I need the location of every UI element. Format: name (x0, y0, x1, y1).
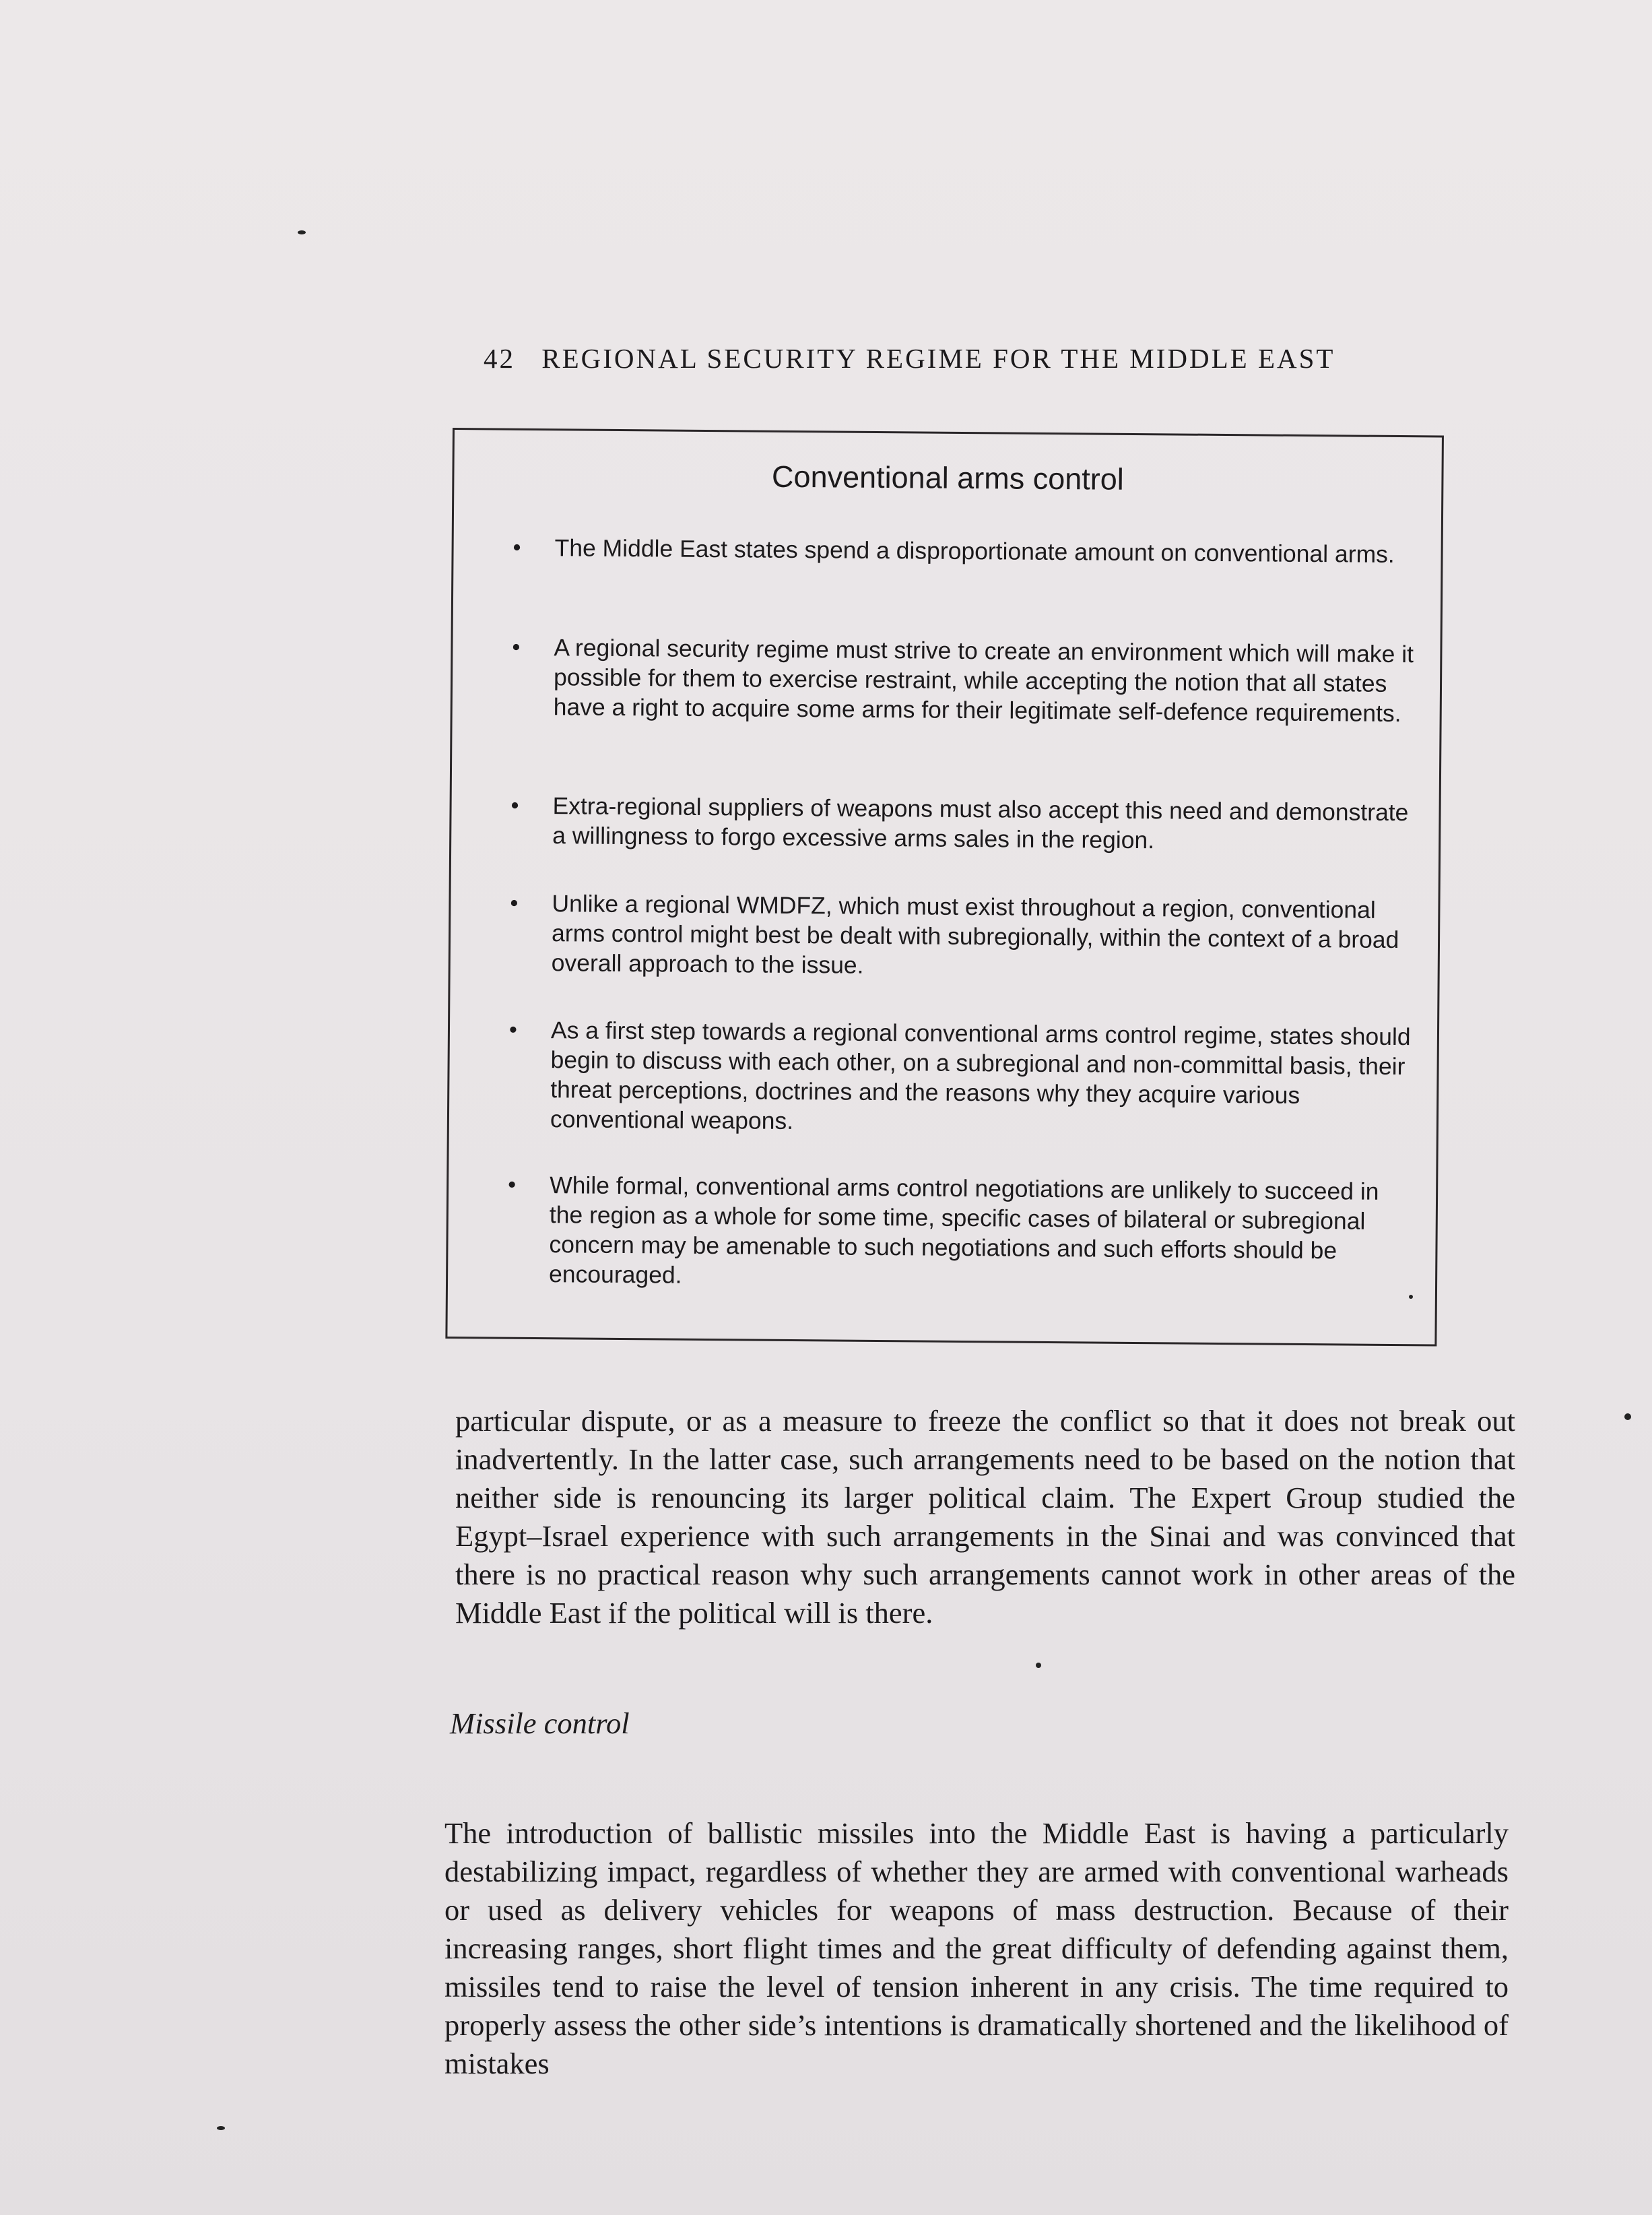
section-heading: Missile control (450, 1706, 630, 1740)
box-bullet-text: Extra-regional suppliers of weapons must also accept this need and demonstrate a willingness to forgo excessive arms sales in the region. (552, 792, 1409, 854)
body-paragraph: particular dispute, or as a measure to freeze the conflict so that it does not break out inadvertently. In the latter case, such arrangements need to be based on the notion that neither side is renouncing its larger political claim. The Expert Group studied the Egypt–Israel experience with such arrangements in the Sinai and was convinced that there is no practical reason why such arrangements cannot work in other areas of the Middle East if the political will is there. (455, 1403, 1515, 1630)
box-bullet-item (512, 633, 1423, 728)
bullet-icon: • (510, 792, 519, 818)
running-head-title: REGIONAL SECURITY REGIME FOR THE MIDDLE EAST (541, 343, 1335, 374)
bullet-icon: • (513, 534, 521, 560)
bullet-icon: • (508, 1171, 517, 1198)
box-bullet-item (510, 889, 1421, 984)
bullet-icon: • (512, 634, 521, 660)
body-paragraph: The introduction of ballistic missiles into the Middle East is having a particularly destabilizing impact, regardless of whether they are armed with conventional warheads or used as delivery vehicles for weapons of mass destruction. Because of their increasing ranges, short flight times and the great difficulty of defending against them, missiles tend to raise the level of tension inherent in any crisis. The time required to properly assess the other side’s intentions is dramatically shortened and the likelihood of mistakes (444, 1816, 1509, 2080)
box-bullet-text: Unlike a regional WMDFZ, which must exist throughout a region, conventional arms control might best be dealt with subregionally, within the context of a broad overall approach to the issue. (551, 890, 1399, 979)
box-bullet-item (513, 533, 1423, 569)
box-bullet-text: The Middle East states spend a disproportionate amount on conventional arms. (554, 534, 1395, 568)
scan-speck (217, 2126, 225, 2130)
running-head (484, 342, 1399, 375)
box-bullet-text: A regional security regime must strive to create an environment which will make it possible for them to exercise restraint, while accepting the notion that all states have a right to acquire some arms for their legitimate self-defence requirements. (553, 634, 1414, 728)
box-bullet-text: As a first step towards a regional conventional arms control regime, states should begin to discuss with each other, on a subregional and non-committal basis, their threat perceptions, doctrines and the reasons why they acquire various conventional weapons. (550, 1017, 1411, 1135)
scan-speck (1036, 1663, 1041, 1668)
conventional-arms-control-box (445, 428, 1444, 1347)
scan-speck (298, 230, 306, 234)
bullet-icon: • (508, 1017, 518, 1043)
scan-speck (1624, 1413, 1631, 1420)
box-title: Conventional arms control (771, 459, 1125, 496)
scan-speck (1409, 1295, 1413, 1299)
box-bullet-item (508, 1170, 1418, 1295)
box-bullet-item (508, 1015, 1420, 1141)
bullet-icon: • (510, 890, 519, 916)
box-bullet-list (455, 430, 1442, 1289)
box-bullet-item (510, 791, 1422, 857)
box-bullet-text: While formal, conventional arms control negotiations are unlikely to succeed in the region as a whole for some time, specific cases of bilateral or subregional concern may be amenable to such negotiations and such efforts should be encouraged. (548, 1171, 1379, 1289)
page-number: 42 (484, 343, 515, 374)
